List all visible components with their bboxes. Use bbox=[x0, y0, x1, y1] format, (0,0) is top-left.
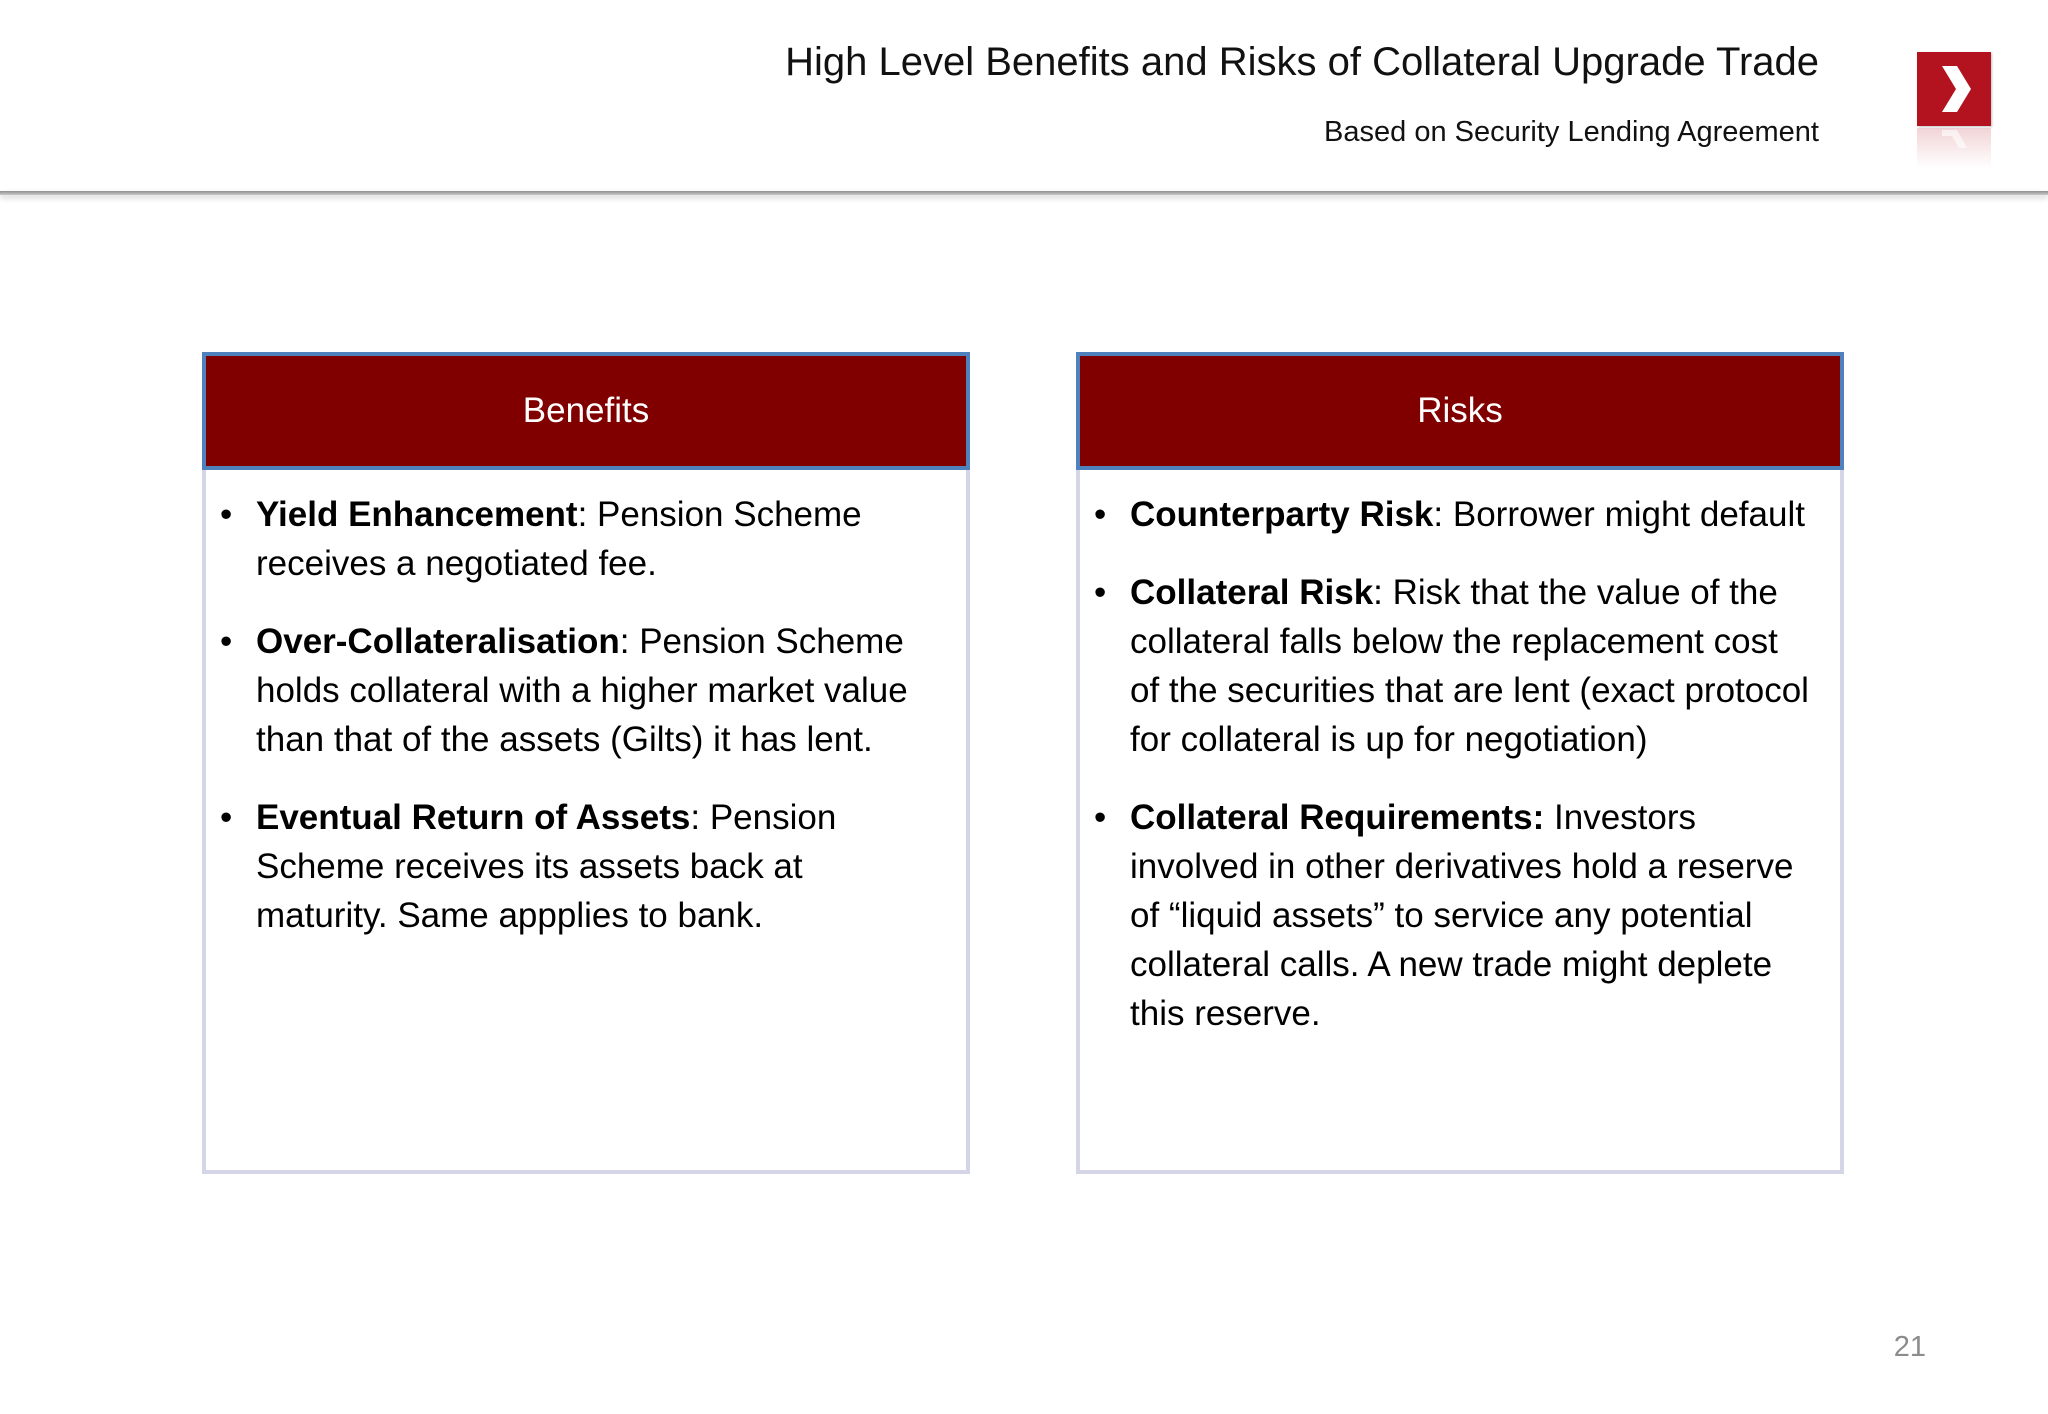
chevron-right-icon bbox=[1917, 52, 1991, 126]
item-term: Collateral Requirements: bbox=[1130, 798, 1545, 837]
benefits-panel bbox=[202, 352, 970, 1174]
item-separator: : bbox=[1433, 495, 1453, 534]
item-separator: : bbox=[577, 495, 598, 534]
benefits-list bbox=[220, 490, 940, 940]
bullet-icon: • bbox=[220, 622, 233, 661]
header-divider bbox=[0, 191, 2048, 195]
item-separator: : bbox=[690, 798, 710, 837]
page-number: 21 bbox=[1893, 1331, 1926, 1363]
bullet-icon: • bbox=[220, 798, 233, 837]
list-item bbox=[1094, 793, 1814, 1038]
benefits-panel-body bbox=[202, 470, 970, 1174]
item-term: Eventual Return of Assets bbox=[256, 798, 691, 837]
slide-title: High Level Benefits and Risks of Collateral Upgrade Trade bbox=[785, 40, 1819, 84]
benefits-panel-title: Benefits bbox=[202, 352, 970, 470]
item-text: Pension Scheme holds collateral with a higher market value than that of the assets (Gilts) it has lent. bbox=[256, 622, 908, 759]
risks-panel-body bbox=[1076, 470, 1844, 1174]
item-term: Over-Collateralisation bbox=[256, 622, 620, 661]
item-text: Risk that the value of the collateral falls below the replacement cost of the securities that are lent (exact protocol for collateral is up for negotiation) bbox=[1130, 573, 1809, 759]
slide-subtitle: Based on Security Lending Agreement bbox=[1324, 116, 1819, 148]
item-term: Counterparty Risk bbox=[1130, 495, 1434, 534]
risks-panel bbox=[1076, 352, 1844, 1174]
list-item bbox=[220, 793, 940, 940]
bullet-icon: • bbox=[1094, 798, 1107, 837]
item-text: Pension Scheme receives its assets back at maturity. Same appplies to bank. bbox=[256, 798, 837, 935]
item-term: Collateral Risk bbox=[1130, 573, 1374, 612]
list-item bbox=[220, 617, 940, 764]
slide-header bbox=[0, 0, 2048, 200]
bullet-icon: • bbox=[220, 495, 233, 534]
risks-panel-title: Risks bbox=[1076, 352, 1844, 470]
item-separator: : bbox=[1373, 573, 1393, 612]
item-text: Investors involved in other derivatives hold a reserve of “liquid assets” to service any potential collateral calls. A new trade might deplete this reserve. bbox=[1130, 798, 1794, 1033]
item-text: Borrower might default bbox=[1452, 495, 1805, 534]
list-item bbox=[1094, 568, 1814, 764]
logo-reflection bbox=[1917, 128, 1991, 168]
list-item bbox=[220, 490, 940, 588]
list-item bbox=[1094, 490, 1814, 539]
item-separator bbox=[1544, 798, 1554, 837]
item-text: Pension Scheme receives a negotiated fee. bbox=[256, 495, 862, 583]
bullet-icon: • bbox=[1094, 573, 1107, 612]
item-term: Yield Enhancement bbox=[256, 495, 578, 534]
risks-list bbox=[1094, 490, 1814, 1038]
item-separator: : bbox=[619, 622, 640, 661]
bullet-icon: • bbox=[1094, 495, 1107, 534]
